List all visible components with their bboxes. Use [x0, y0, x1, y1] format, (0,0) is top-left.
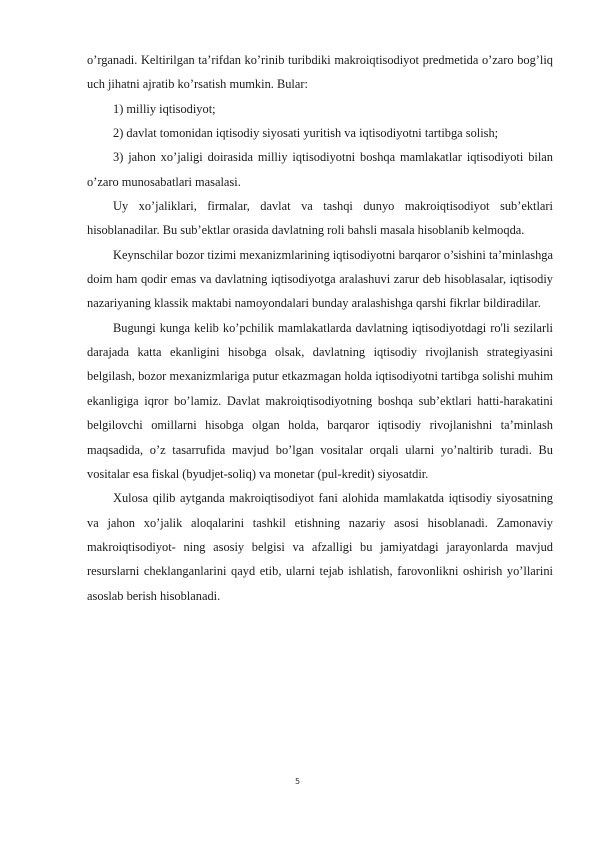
list-item-2: 2) davlat tomonidan iqtisodiy siyosati yuritish va iqtisodiyotni tartibga solish; [113, 126, 499, 141]
document-body [87, 48, 553, 608]
list-item-1: 1) milliy iqtisodiyot; [113, 101, 216, 116]
paragraph-state-role: Bugungi kunga kelib ko’pchilik mamlakatlarda davlatning iqtisodiyotdagi ro'li sezilarli darajada katta ekanligini hisobga olsak, davlatning iqtisodiy rivojlanish strategiyasini belgilash, bozor mexanizmlariga putur etkazmagan holda iqtisodiyotni tartibga solishi muhim ekanligiga iqror bo’lamiz. Davlat makroiqtisodiyotning boshqa sub’ektlari hatti-harakatini belgilovchi omillarni hisobga olgan holda, barqaror iqtisodiy rivojlanishni ta’minlash maqsadida, o’z tasarrufida mavjud bo’lgan vositalar orqali ularni yo’naltirib turadi. Bu vositalar esa fiskal (byudjet-soliq) va monetar (pul-kredit) siyosatdir. [87, 320, 553, 481]
list-item-3: 3) jahon xo’jaligi doirasida milliy iqtisodiyotni boshqa mamlakatlar iqtisodiyoti bilan o’zaro munosabatlari masalasi. [87, 150, 553, 189]
paragraph-intro: o’rganadi. Keltirilgan ta’rifdan ko’rinib turibdiki makroiqtisodiyot predmetida o’zaro bog’liq uch jihatni ajratib ko’rsatish mumkin. Bular: [87, 53, 553, 92]
paragraph-conclusion: Xulosa qilib aytganda makroiqtisodiyot fani alohida mamlakatda iqtisodiy siyosatning va jahon xo’jalik aloqalarini tashkil etishning nazariy asosi hisoblanadi. Zamonaviy makroiqtisodiyot- ning asosiy belgisi va afzalligi bu jamiyatdagi jarayonlarda mavjud resurslarni cheklanganlarini qayd etib, ularni tejab ishlatish, farovonlikni oshirish yo’llarini asoslab berish hisoblanadi. [87, 491, 553, 603]
page-number: 5 [294, 777, 301, 786]
paragraph-keynesians: Keynschilar bozor tizimi mexanizmlarining iqtisodiyotni barqaror o’sishini ta’minlashga doim ham qodir emas va davlatning iqtisodiyotga aralashuvi zarur deb hisoblasalar, iqtisodiy nazariyaning klassik maktabi namoyondalari bunday aralashishga qarshi fikrlar bildiradilar. [87, 247, 553, 311]
paragraph-subjects: Uy xo’jaliklari, firmalar, davlat va tashqi dunyo makroiqtisodiyot sub’ektlari hisoblanadilar. Bu sub’ektlar orasida davlatning roli bahsli masala hisoblanib kelmoqda. [87, 199, 553, 238]
